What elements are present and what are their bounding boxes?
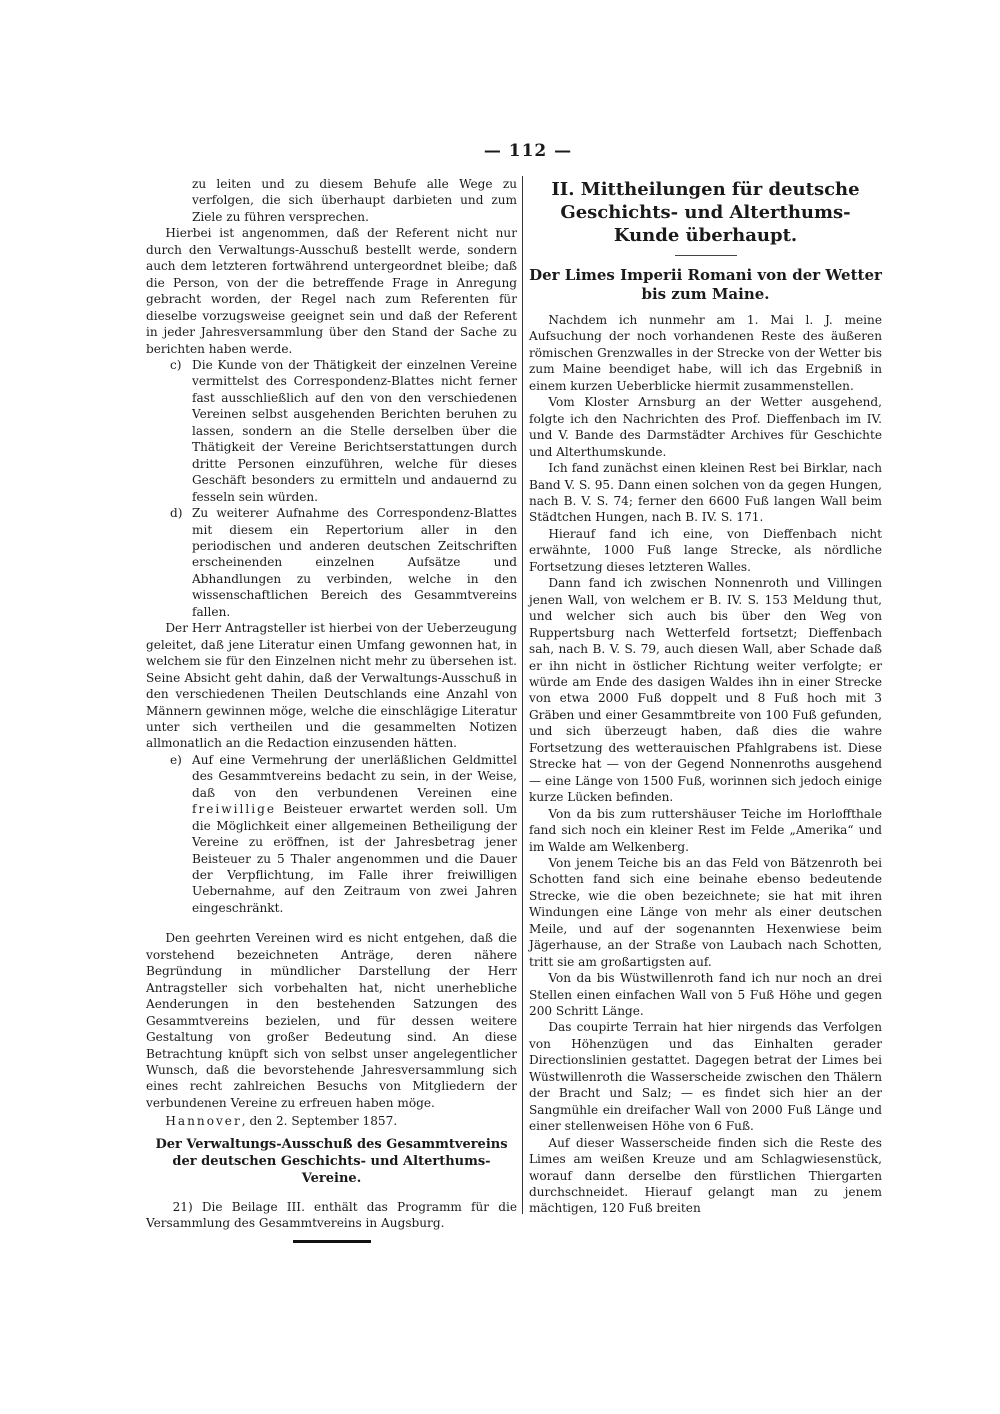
article-paragraph: Von da bis Wüstwillenroth fand ich nur noch an drei Stellen einen einfachen Wall von 5 Fuß Höhe und gegen 200 Schritt Länge. (529, 971, 882, 1019)
list-item-text: Zu weiterer Aufnahme des Correspondenz-Blattes mit diesem ein Repertorium aller in den periodischen und anderen deutschen Zeitschriften erscheinenden einzelnen Aufsätze und Abhandlungen zu verbinden, welche in den wissenschaftlichen Bereich des Gesammtvereins fallen. (192, 506, 517, 619)
list-mark: e) (170, 752, 182, 767)
article-paragraph: Nachdem ich nunmehr am 1. Mai l. J. meine Aufsuchung der noch vorhandenen Reste des äußeren römischen Grenzwalles in der Strecke von der Wetter bis zum Maine beendiget habe, will ich das Ergebniß in einem kurzen Ueberblicke hiermit zusammenstellen. (529, 313, 882, 393)
article-paragraph: Ich fand zunächst einen kleinen Rest bei Birklar, nach Band V. S. 95. Dann einen solchen von da gegen Hungen, nach B. V. S. 74; ferner den 6600 Fuß langen Wall beim Städtchen Hungen, nach B. IV. S. 171. (529, 461, 882, 525)
paragraph-geehrten: Den geehrten Vereinen wird es nicht entgehen, daß die vorstehend bezeichneten Anträge, deren nähere Begründung in mündlicher Darstellung der Herr Antragsteller sich vorbehalten hat, nicht unerhebliche Aenderungen in den bestehenden Satzungen des Gesammtvereins bezielen, und für dessen weitere Gestaltung von großer Bedeutung sind. An diese Betrachtung knüpft sich von selbst unser angelegentlicher Wunsch, daß die bevorstehende Jahresversammlung sich eines recht zahlreichen Besuchs von Mitgliedern der verbundenen Vereine zu erfreuen haben möge. (146, 931, 517, 1110)
article-paragraph: Von jenem Teiche bis an das Feld von Bätzenroth bei Schotten fand sich eine beinahe ebenso bedeutende Strecke, wie die oben bezeichnete; sie hat mit ihren Windungen eine Länge von mehr als einer deutschen Meile, und auf der sogenannten Hexenwiese beim Jägerhause, an der Straße von Laubach nach Schotten, tritt sie am großartigsten auf. (529, 855, 882, 969)
article-body (529, 312, 882, 1217)
article-paragraph: Hierauf fand ich eine, von Dieffenbach nicht erwähnte, 1000 Fuß lange Strecke, als nördliche Fortsetzung dieses letzteren Walles. (529, 526, 882, 574)
article-paragraph: Das coupirte Terrain hat hier nirgends das Verfolgen von Höhenzügen und das Einhalten gerader Directionslinien gestattet. Dagegen betrat der Limes bei Wüstwillenroth die Wasserscheide zwischen den Thälern der Bracht und Salz; — es findet sich hier an der Sangmühle ein dreifacher Wall von 2000 Fuß Länge und einer stellenweisen Höhe von 6 Fuß. (529, 1020, 882, 1134)
paragraph-antragsteller: Der Herr Antragsteller ist hierbei von der Ueberzeugung geleitet, daß jene Literatur einen Umfang gewonnen hat, in welchem sie für den Einzelnen nicht mehr zu übersehen ist. Seine Absicht geht dahin, daß der Verwaltungs-Ausschuß in den verschiedenen Theilen Deutschlands eine Anzahl von Männern gewinnen möge, welche die einschlägige Literatur unter sich vertheilen und die gesammelten Notizen allmonatlich an die Redaction einzusenden hätten. (146, 621, 517, 751)
list-mark: d) (170, 506, 183, 521)
list-item-c (146, 357, 517, 505)
section-title: II. Mittheilungen für deutsche Geschichts- und Alterthums-Kunde überhaupt. (551, 179, 860, 246)
article-paragraph: Auf dieser Wasserscheide finden sich die Reste des Limes am weißen Kreuze und am Schlagwiesenstück, worauf dann derselbe den fürstlichen Thiergarten durchschneidet. Hierauf gelangt man zu jenem mächtigen, 120 Fuß breiten (529, 1135, 882, 1216)
right-column (529, 176, 882, 1217)
spaced-word: freiwillige (192, 802, 277, 817)
list-mark: c) (170, 357, 182, 372)
article-paragraph: Vom Kloster Arnsburg an der Wetter ausgehend, folgte ich den Nachrichten des Prof. Dieffenbach im IV. und V. Bande des Darmstädter Archives für Geschichte und Alterthumskunde. (529, 395, 882, 459)
page-number: — 112 — (483, 141, 573, 161)
article-title: Der Limes Imperii Romani von der Wetter bis zum Maine. (529, 266, 882, 303)
left-column (146, 176, 517, 1243)
article-paragraph: Dann fand ich zwischen Nonnenroth und Villingen jenen Wall, von welchem er B. IV. S. 153 Meldung thut, und welcher sich auch bis über den Weg von Ruppertsburg nach Wetterfeld fortsetzt; Dieffenbach sah, nach B. V. S. 79, auch diesen Wall, aber Schade daß er ihn nicht in östlicher Richtung weiter verfolgte; er würde am Ende des dasigen Waldes ihn in einer Strecke von etwa 2000 Fuß doppelt und 8 Fuß hoch mit 3 Gräben und einer Gesammtbreite von 100 Fuß gefunden, und sich überzeugt haben, daß dies die wahre Fortsetzung des wetterauischen Pfahlgrabens ist. Diese Strecke hat — von der Gegend Nonnenroths ausgehend — eine Länge von 1500 Fuß, worinnen sich jedoch einige kurze Lücken befinden. (529, 576, 882, 805)
date-text: , den 2. September 1857. (241, 1114, 398, 1129)
column-divider (522, 176, 523, 1214)
continued-paragraph: zu leiten und zu diesem Behufe alle Wege zu verfolgen, die sich überhaupt darbieten und zum Ziele zu führen versprechen. (192, 177, 517, 224)
list-item-e (146, 752, 517, 917)
end-rule (293, 1240, 371, 1243)
paragraph-hierbei: Hierbei ist angenommen, daß der Referent nicht nur durch den Verwaltungs-Ausschuß bestellt werde, sondern auch dem letzteren fortwährend untergeordnet bleibe; daß die Person, von der die betreffende Frage in Anregung gebracht worden, der Regel nach zum Referenten für dieselbe vorzugsweise geeignet sein und daß der Referent in jeder Jahresversammlung über den Stand der Sache zu berichten haben werde. (146, 226, 517, 356)
list-item-text: Die Kunde von der Thätigkeit der einzelnen Vereine vermittelst des Correspondenz-Blattes nicht ferner fast ausschließlich auf den von den verschiedenen Vereinen selbst ausgehenden Berichten beruhen zu lassen, sondern an die Stelle derselben über die Thätigkeit der Vereine Berichtserstattungen durch dritte Personen einzuführen, welche für dieses Geschäft besonders zu ermitteln und andauernd zu fesseln sein würden. (192, 357, 517, 504)
title-rule (675, 255, 737, 256)
list-item-d (146, 505, 517, 620)
date-line (146, 1113, 517, 1129)
list-item-text: Auf eine Vermehrung der unerläßlichen Geldmittel des Gesammtvereins bedacht zu sein, in der Weise, daß von den verbundenen Vereinen eine (192, 752, 517, 800)
date-place: Hannover (165, 1114, 242, 1129)
article-paragraph: Von da bis zum ruttershäuser Teiche im Horloffthale fand sich noch ein kleiner Rest im Felde „Amerika“ und im Walde am Welkenberg. (529, 806, 882, 854)
signature: Der Verwaltungs-Ausschuß des Gesammtvereins der deutschen Geschichts- und Alterthums-Vereine. (155, 1136, 508, 1186)
footnote-note: 21) Die Beilage III. enthält das Programm für die Versammlung des Gesammtvereins in Augsburg. (146, 1199, 517, 1231)
list-item-text-continued: Beisteuer erwartet werden soll. Um die Möglichkeit einer allgemeinen Betheiligung der Vereine zu eröffnen, ist der Jahresbetrag jener Beisteuer zu 5 Thaler angenommen und die Dauer der Verpflichtung, im Falle ihrer freiwilligen Uebernahme, auf den Zeitraum von zwei Jahren eingeschränkt. (192, 802, 517, 915)
